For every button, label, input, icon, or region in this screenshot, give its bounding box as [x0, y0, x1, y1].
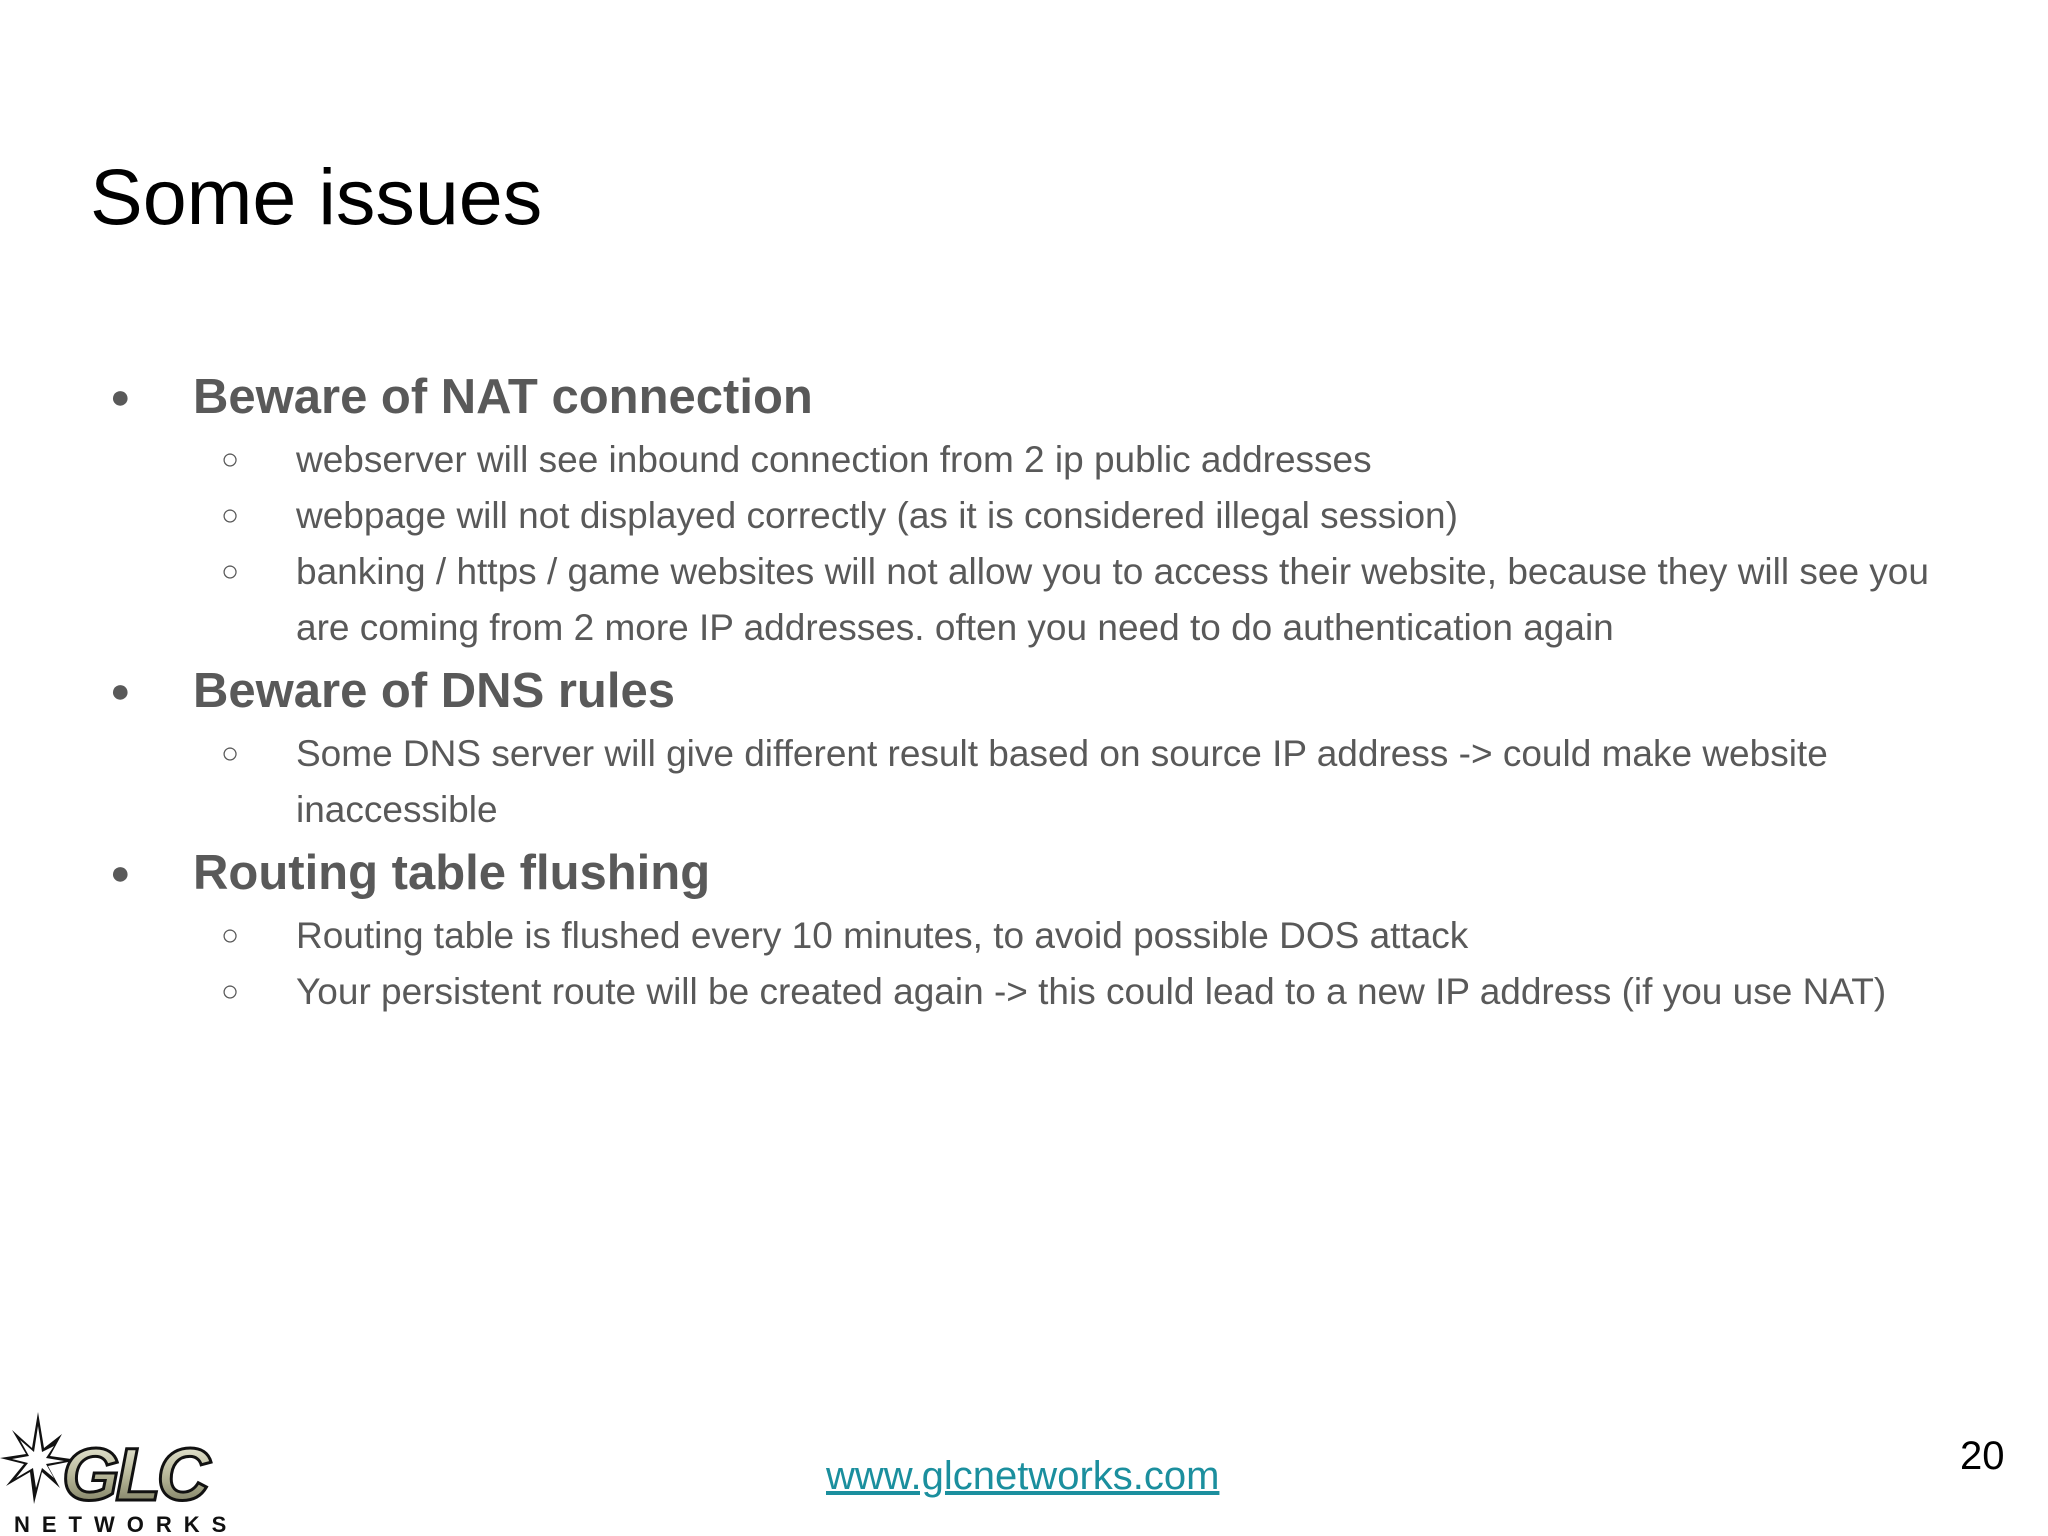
bullet-hollow-icon: ○ — [221, 919, 240, 952]
heading-nat-connection — [0, 362, 2048, 432]
heading-text: Routing table flushing — [193, 846, 711, 900]
list-item — [0, 488, 1986, 544]
heading-text: Beware of NAT connection — [193, 370, 813, 424]
list-item — [0, 726, 1986, 838]
list-item — [0, 544, 1986, 656]
heading-text: Beware of DNS rules — [193, 664, 675, 718]
bullet-filled-icon: ● — [110, 672, 131, 710]
logo-wordmark: GLC — [62, 1433, 207, 1516]
list-item-text: Some DNS server will give different result based on source IP address -> could make website inaccessible — [296, 733, 1828, 830]
bullet-filled-icon: ● — [110, 854, 131, 892]
logo-graphic — [0, 1408, 250, 1536]
slide-content — [0, 362, 2048, 1020]
section-routing — [0, 838, 2048, 1020]
bullet-hollow-icon: ○ — [221, 499, 240, 532]
logo-subtext: NETWORKS — [14, 1512, 239, 1536]
bullet-hollow-icon: ○ — [221, 443, 240, 476]
heading-dns-rules — [0, 656, 2048, 726]
list-item — [0, 908, 1986, 964]
section-dns — [0, 656, 2048, 838]
bullet-hollow-icon: ○ — [221, 555, 240, 588]
website-link[interactable]: www.glcnetworks.com — [826, 1454, 1220, 1498]
slide-title: Some issues — [90, 152, 543, 241]
list-item-text: webserver will see inbound connection from 2 ip public addresses — [296, 439, 1372, 480]
glc-networks-logo — [0, 1408, 250, 1536]
section-nat — [0, 362, 2048, 656]
list-item — [0, 432, 1986, 488]
list-item-text: Routing table is flushed every 10 minutes, to avoid possible DOS attack — [296, 915, 1469, 956]
list-item-text: webpage will not displayed correctly (as it is considered illegal session) — [296, 495, 1458, 536]
page-number: 20 — [1960, 1434, 2005, 1478]
bullet-hollow-icon: ○ — [221, 737, 240, 770]
list-item-text: banking / https / game websites will not allow you to access their website, because they will see you are coming from 2 more IP addresses. often you need to do authentication again — [296, 551, 1929, 648]
list-item-text: Your persistent route will be created again -> this could lead to a new IP address (if you use NAT) — [296, 971, 1887, 1012]
heading-routing-table-flushing — [0, 838, 2048, 908]
bullet-hollow-icon: ○ — [221, 975, 240, 1008]
list-item — [0, 964, 1986, 1020]
bullet-filled-icon: ● — [110, 378, 131, 416]
